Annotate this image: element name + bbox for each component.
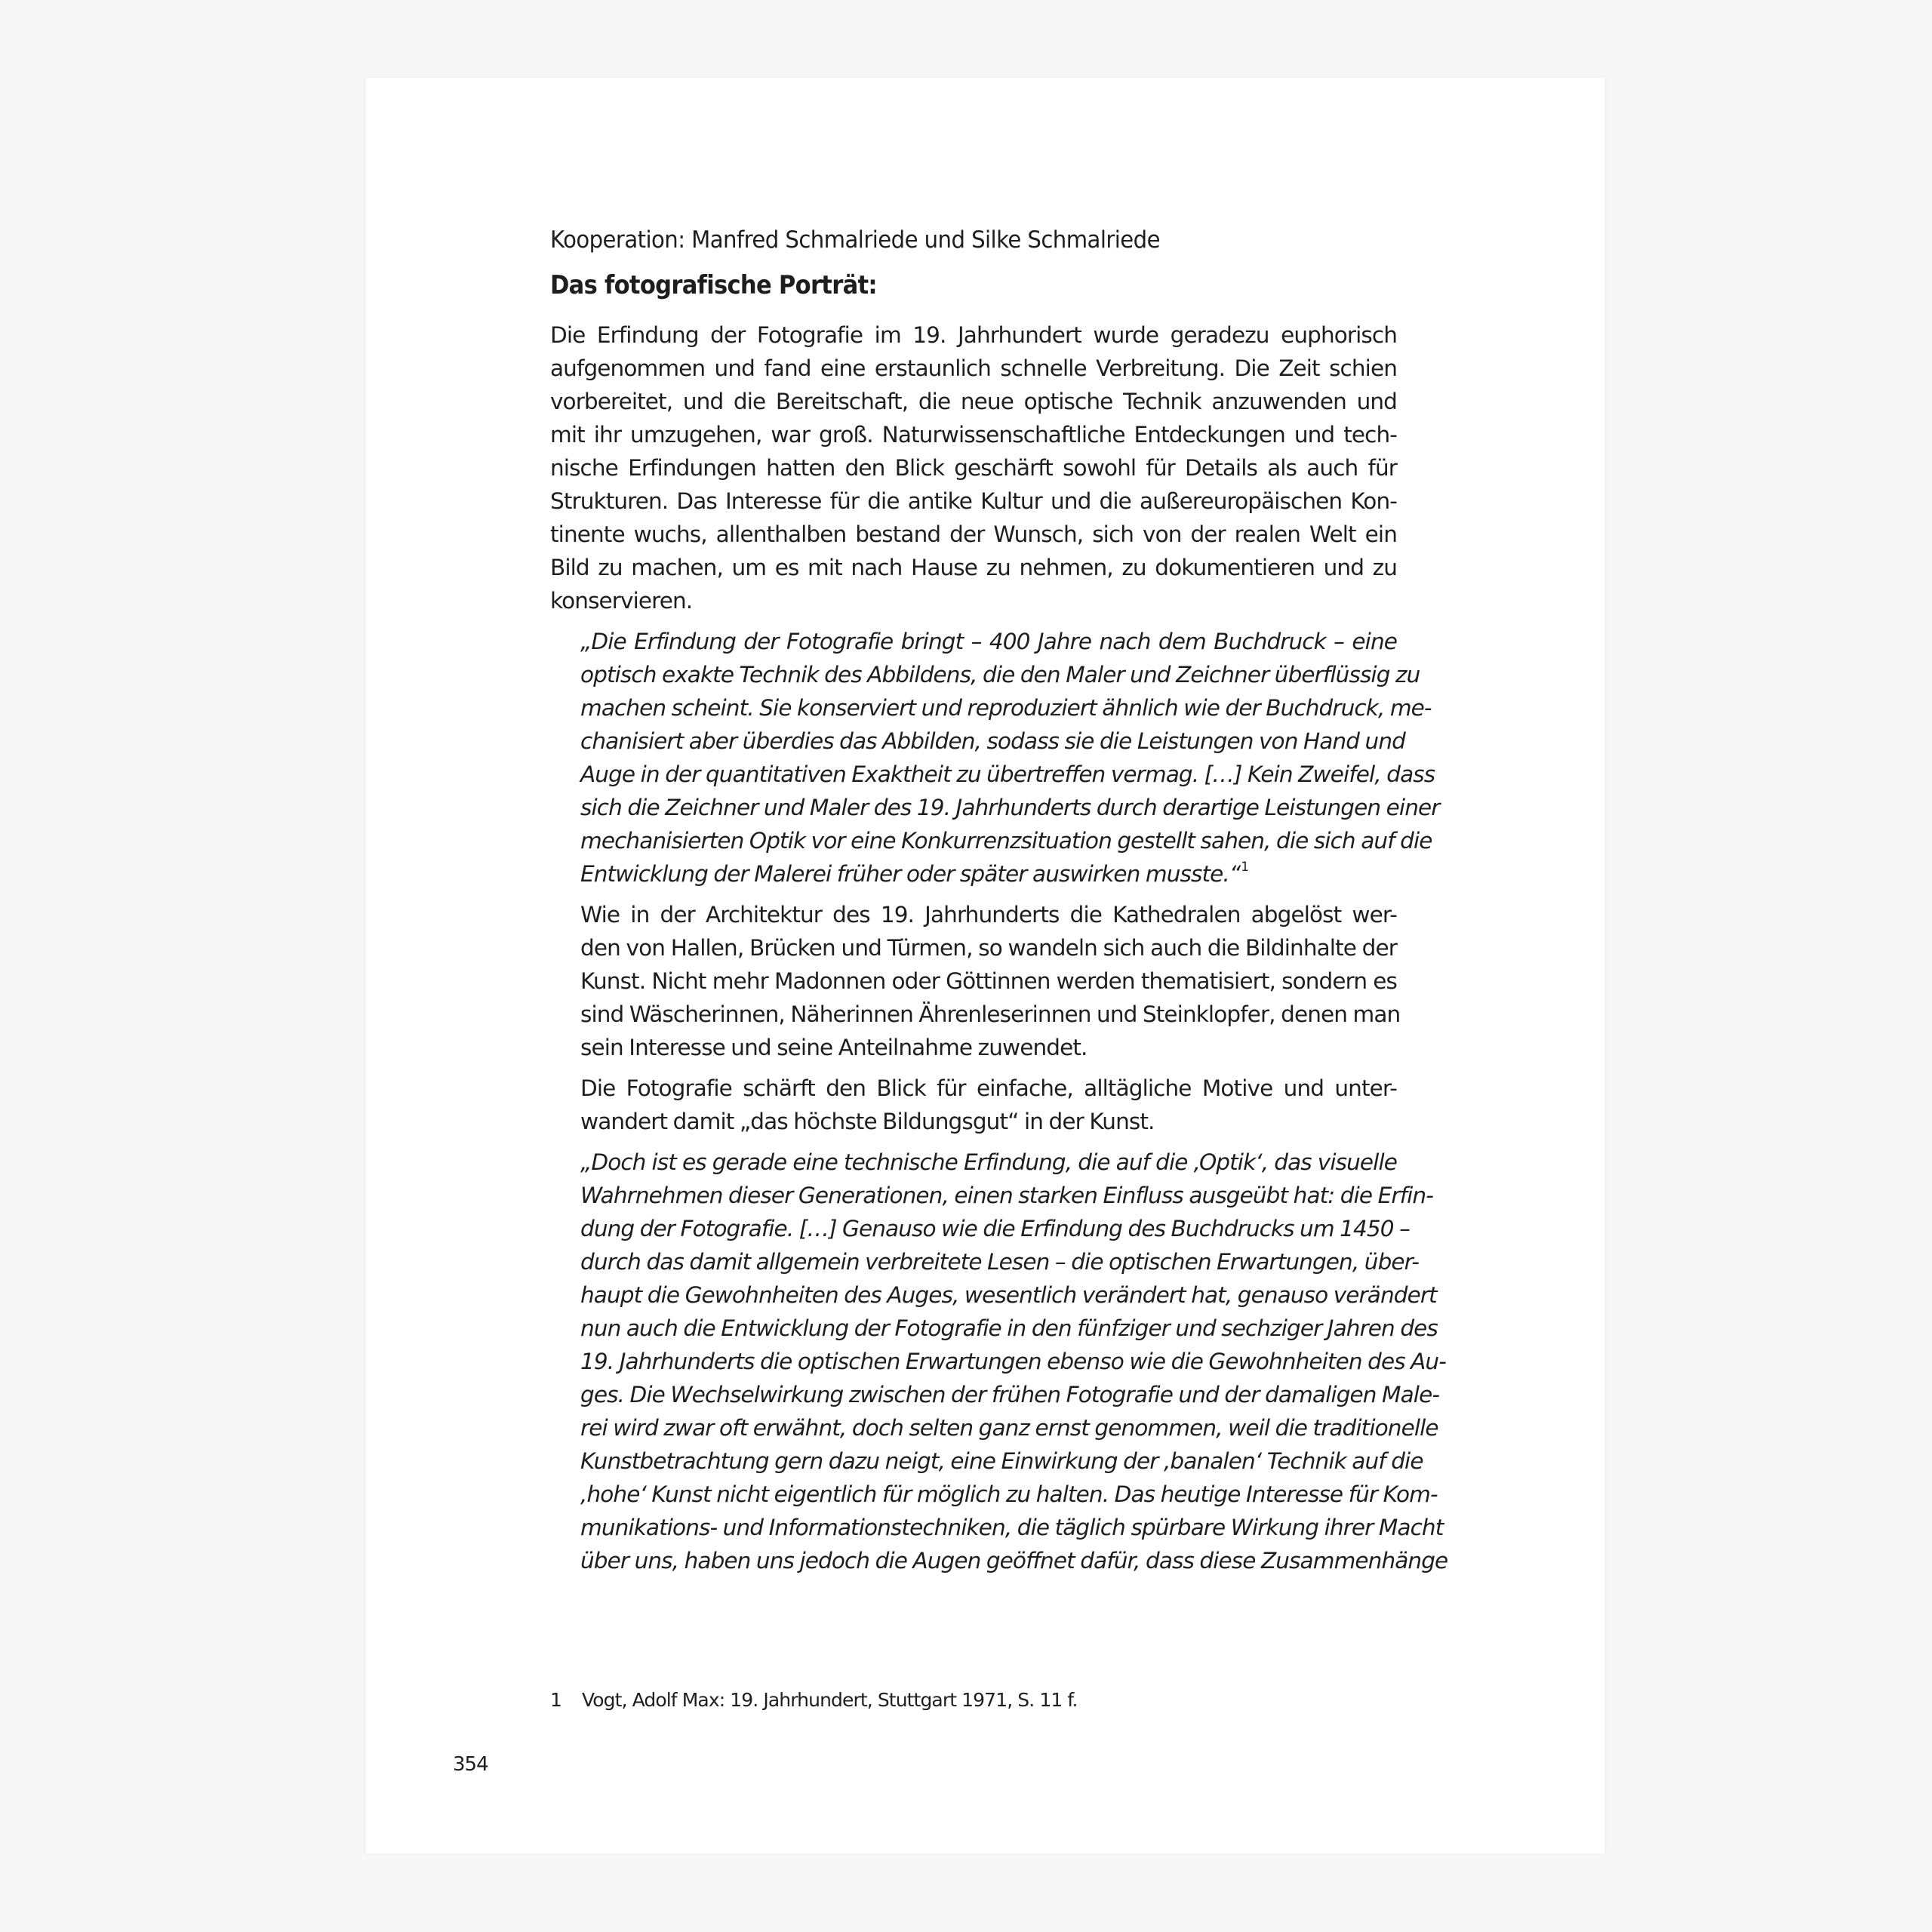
- text-line: mechanisierten Optik vor eine Konkurrenzsituation gestellt sahen, die sich auf die: [580, 828, 1432, 854]
- text-block: [550, 225, 1448, 1585]
- text-line: durch das damit allgemein verbreitete Lesen – die optischen Erwartungen, über-: [580, 1249, 1420, 1275]
- text-line: über uns, haben uns jedoch die Augen geöffnet dafür, dass diese Zusammenhänge: [580, 1548, 1448, 1574]
- body-paragraph: [550, 318, 1397, 617]
- section-heading: Das fotografische Porträt:: [550, 270, 877, 300]
- text-line: haupt die Gewohnheiten des Auges, wesentlich verändert hat, genauso verändert: [580, 1282, 1437, 1308]
- footnote-text: Vogt, Adolf Max: 19. Jahrhundert, Stuttgart 1971, S. 11 f.: [582, 1689, 1078, 1711]
- text-line: tinente wuchs, allenthalben bestand der Wunsch, sich von der realen Welt ein: [550, 521, 1397, 547]
- quote-paragraph: [550, 1146, 1448, 1577]
- text-line: Kunstbetrachtung gern dazu neigt, eine Einwirkung der ‚banalen‘ Technik auf die: [580, 1448, 1423, 1474]
- body-paragraph: [550, 1072, 1397, 1138]
- text-line: sind Wäscherinnen, Näherinnen Ährenleserinnen und Steinklopfer, denen man: [580, 1001, 1401, 1027]
- text-line: wandert damit „das höchste Bildungsgut“ in der Kunst.: [580, 1109, 1155, 1134]
- text-line: optisch exakte Technik des Abbildens, die den Maler und Zeichner überflüssig zu: [580, 662, 1420, 688]
- text-line: nische Erfindungen hatten den Blick geschärft sowohl für Details als auch für: [550, 455, 1397, 481]
- text-line: 19. Jahrhunderts die optischen Erwartungen ebenso wie die Gewohnheiten des Au-: [580, 1349, 1446, 1374]
- text-line: vorbereitet, und die Bereitschaft, die neue optische Technik anzuwenden und: [550, 389, 1397, 414]
- text-line: mit ihr umzugehen, war groß. Naturwissenschaftliche Entdeckungen und tech-: [550, 422, 1397, 448]
- text-line: konservieren.: [550, 588, 693, 614]
- text-line: dung der Fotografie. […] Genauso wie die Erfindung des Buchdrucks um 1450 –: [580, 1216, 1410, 1241]
- text-line: „Doch ist es gerade eine technische Erfindung, die auf die ‚Optik‘, das visuelle: [580, 1149, 1397, 1175]
- body-paragraph: [550, 898, 1401, 1064]
- text-line: Bild zu machen, um es mit nach Hause zu nehmen, zu dokumentieren und zu: [550, 555, 1397, 580]
- body-paragraphs: [550, 318, 1448, 1577]
- cooperation-line: Kooperation: Manfred Schmalriede und Silke Schmalriede: [550, 226, 1160, 254]
- page-number: 354: [453, 1753, 488, 1776]
- text-line: Die Erfindung der Fotografie im 19. Jahrhundert wurde geradezu euphorisch: [550, 322, 1397, 348]
- text-line: ‚hohe‘ Kunst nicht eigentlich für möglich zu halten. Das heutige Interesse für Kom-: [580, 1481, 1438, 1507]
- text-line: Auge in der quantitativen Exaktheit zu übertreffen vermag. […] Kein Zweifel, dass: [580, 761, 1435, 787]
- text-line: Die Fotografie schärft den Blick für einfache, alltägliche Motive und unter-: [580, 1075, 1397, 1101]
- text-line: machen scheint. Sie konserviert und reproduziert ähnlich wie der Buchdruck, me-: [580, 695, 1432, 721]
- text-line: sich die Zeichner und Maler des 19. Jahrhunderts durch derartige Leistungen einer: [580, 795, 1440, 820]
- text-line: Kunst. Nicht mehr Madonnen oder Göttinnen werden thematisiert, sondern es: [580, 968, 1397, 994]
- text-line: nun auch die Entwicklung der Fotografie in den fünfziger und sechziger Jahren des: [580, 1315, 1438, 1341]
- text-line: ges. Die Wechselwirkung zwischen der frühen Fotografie und der damaligen Male-: [580, 1382, 1440, 1407]
- text-line: rei wird zwar oft erwähnt, doch selten ganz ernst genommen, weil die traditionelle: [580, 1415, 1438, 1441]
- text-line: sein Interesse und seine Anteilnahme zuwendet.: [580, 1035, 1088, 1060]
- text-line: Wahrnehmen dieser Generationen, einen starken Einfluss ausgeübt hat: die Erfin-: [580, 1183, 1433, 1208]
- footnote-number: 1: [550, 1689, 562, 1711]
- book-page: [366, 78, 1604, 1854]
- text-line: den von Hallen, Brücken und Türmen, so wandeln sich auch die Bildinhalte der: [580, 935, 1397, 961]
- footnote: [550, 1687, 1078, 1713]
- text-line: chanisiert aber überdies das Abbilden, sodass sie die Leistungen von Hand und: [580, 728, 1405, 754]
- text-line: Strukturen. Das Interesse für die antike Kultur und die außereuropäischen Kon-: [550, 488, 1397, 514]
- text-line: Wie in der Architektur des 19. Jahrhunderts die Kathedralen abgelöst wer-: [580, 902, 1397, 928]
- text-line: „Die Erfindung der Fotografie bringt – 400 Jahre nach dem Buchdruck – eine: [580, 629, 1397, 654]
- text-line: aufgenommen und fand eine erstaunlich schnelle Verbreitung. Die Zeit schien: [550, 355, 1397, 381]
- footnote-reference[interactable]: 1: [1241, 860, 1249, 875]
- text-line: munikations- und Informationstechniken, die täglich spürbare Wirkung ihrer Macht: [580, 1515, 1444, 1540]
- text-line: Entwicklung der Malerei früher oder später auswirken musste.“$^1$: [580, 860, 1249, 887]
- quote-paragraph: [550, 625, 1440, 891]
